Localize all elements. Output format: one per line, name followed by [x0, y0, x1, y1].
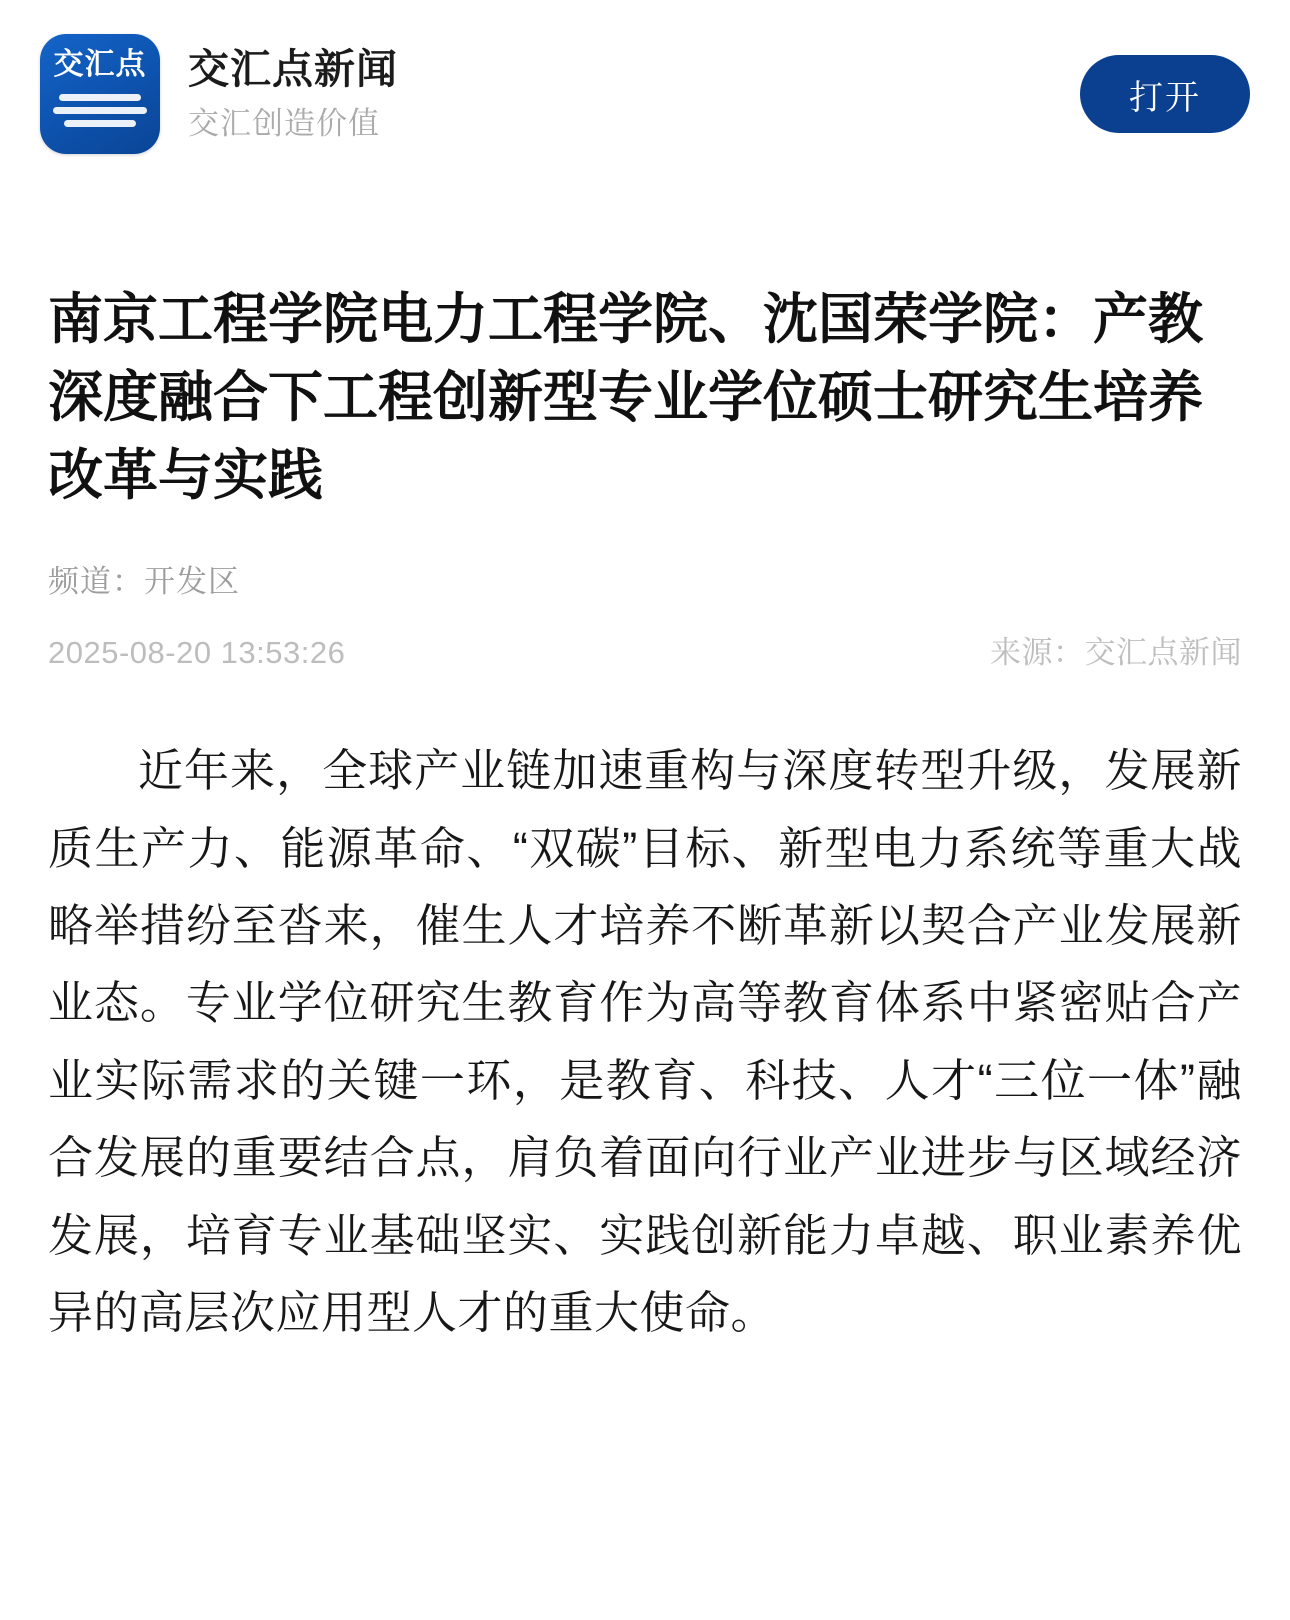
- app-slogan: 交汇创造价值: [188, 106, 380, 142]
- page-title: 南京工程学院电力工程学院、沈国荣学院：产教深度融合下工程创新型专业学位硕士研究生培养改革与实践: [48, 288, 1204, 507]
- app-name: 交汇点新闻: [188, 46, 398, 92]
- app-logo-icon: [40, 34, 160, 154]
- article-source: 来源：交汇点新闻: [990, 635, 1242, 671]
- article-body: [48, 732, 1242, 1351]
- article-timestamp: 2025-08-20 13:53:26: [48, 635, 346, 671]
- article-meta-row: [48, 627, 1242, 672]
- open-app-button[interactable]: 打开: [1080, 55, 1250, 133]
- article-channel: 频道：开发区: [48, 564, 240, 600]
- article-container: [0, 280, 1290, 1425]
- app-promo-bar: [0, 0, 1290, 184]
- app-meta: [188, 44, 1080, 144]
- app-logo-text: 交汇点: [53, 47, 147, 82]
- article-paragraph: 近年来，全球产业链加速重构与深度转型升级，发展新质生产力、能源革命、“双碳”目标、新型电力系统等重大战略举措纷至沓来，催生人才培养不断革新以契合产业发展新业态。专业学位研究生教育作为高等教育体系中紧密贴合产业实际需求的关键一环，是教育、科技、人才“三位一体”融合发展的重要结合点，肩负着面向行业产业进步与区域经济发展，培育专业基础坚实、实践创新能力卓越、职业素养优异的高层次应用型人才的重大使命。: [48, 745, 1242, 1339]
- app-logo-waves-icon: [52, 94, 148, 140]
